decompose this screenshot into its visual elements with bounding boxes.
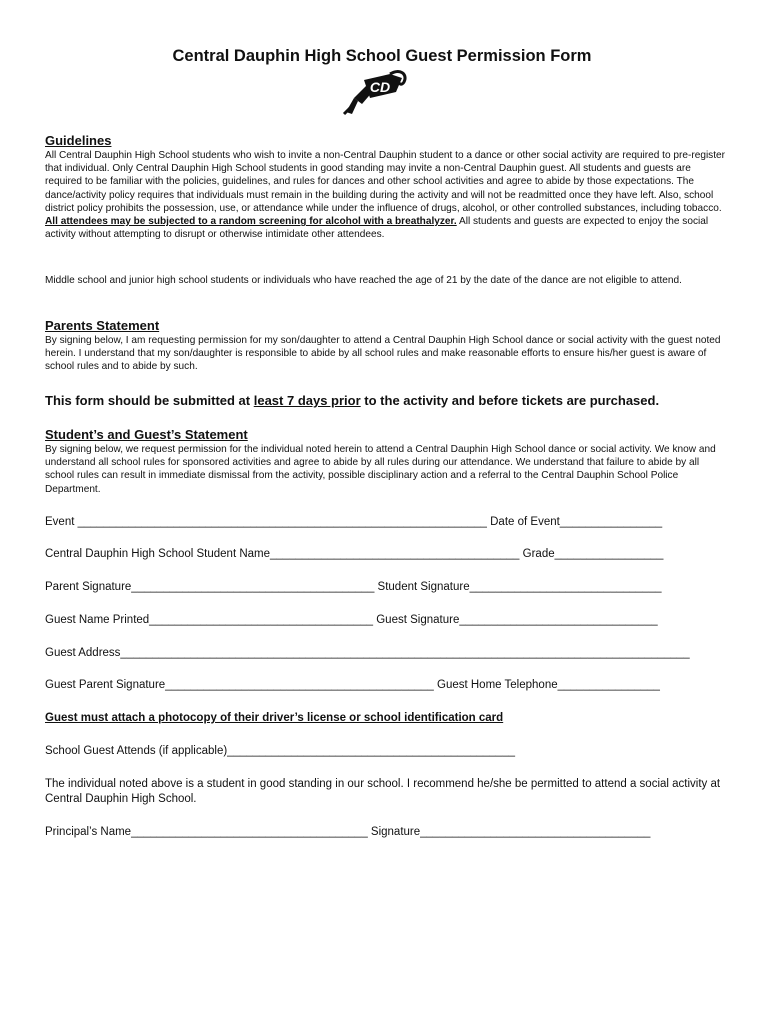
submission-notice-before: This form should be submitted at <box>45 393 254 408</box>
parents-statement-text: By signing below, I am requesting permission for my son/daughter to attend a Central Dauphin High School dance or social activity with the guest noted herein. I understand that my son/daughter is responsible to abide by all school rules and make reasonable efforts to ensure his/her guest is aware of school rules and to abide by such. <box>45 335 721 373</box>
event-field-line[interactable]: Event ________________________________________________________________ Date of Event________________ <box>45 516 663 528</box>
recommendation-text: The individual noted above is a student in good standing in our school. I recommend he/she be permitted to attend a social activity at Central Dauphin High School. <box>45 778 721 805</box>
guest-parent-signature-field-line[interactable]: Guest Parent Signature__________________________________________ Guest Home Telephone________________ <box>45 679 660 691</box>
submission-deadline: least 7 days prior <box>253 393 361 408</box>
id-attachment-notice: Guest must attach a photocopy of their driver’s license or school identification card <box>45 712 504 724</box>
students-statement-text: By signing below, we request permission for the individual noted herein to attend a Central Dauphin High School dance or social activity. We know and understand all school rules for sponsored activities and agree to abide by all rules during our attendance. We understand that failure to abide by all school rules can result in immediate dismissal from the activity, possible disciplinary action and a referral to the Central Dauphin School Police Department. <box>45 444 716 495</box>
submission-notice-after: to the activity and before tickets are purchased. <box>360 393 660 408</box>
eligibility-note <box>45 274 725 287</box>
guest-address-field-line[interactable]: Guest Address_________________________________________________________________________________________ <box>45 647 690 659</box>
parent-signature-field-line[interactable]: Parent Signature______________________________________ Student Signature______________________________ <box>45 581 662 593</box>
page-title: Central Dauphin High School Guest Permission Form <box>172 47 592 65</box>
logo-text: CD <box>369 79 391 95</box>
parents-statement-section <box>45 318 725 374</box>
principal-field-line[interactable]: Principal’s Name_____________________________________ Signature____________________________________ <box>45 826 651 838</box>
students-statement-section <box>45 427 725 496</box>
parents-statement-heading: Parents Statement <box>45 318 160 333</box>
breathalyzer-notice: All attendees may be subjected to a random screening for alcohol with a breathalyzer. <box>45 216 457 228</box>
students-statement-heading: Student’s and Guest’s Statement <box>45 427 248 442</box>
guidelines-text: All Central Dauphin High School students who wish to invite a non-Central Dauphin student to a dance or other social activity are required to pre-register that individual. Only Central Dauphin High School students in good standing may invite a non-Central Dauphin guest. All students and guests are required to be familiar with the policies, guidelines, and rules for dances and other school activities and agree to abide by those expectations. The dance/activity policy requires that individuals must remain in the building during the activity and will not be readmitted once they have left. Also, school district policy prohibits the possession, use, or attendance while under the influence of drugs, alcohol, or other controlled substances, including tobacco. <box>45 150 726 214</box>
submission-notice <box>45 393 725 409</box>
school-guest-attends-field-line[interactable]: School Guest Attends (if applicable)_____________________________________________ <box>45 745 515 757</box>
guidelines-heading: Guidelines <box>45 133 112 148</box>
eligibility-text: Middle school and junior high school students or individuals who have reached the age of 21 by the date of the dance are not eligible to attend. <box>45 275 682 286</box>
guidelines-section <box>45 133 725 241</box>
student-name-field-line[interactable]: Central Dauphin High School Student Name_______________________________________ Grade_________________ <box>45 548 664 560</box>
guidelines-tail: All students and guests are expected to enjoy the social activity without attempting to disrupt or otherwise intimidate other attendees. <box>45 216 709 241</box>
guest-name-field-line[interactable]: Guest Name Printed___________________________________ Guest Signature_______________________________ <box>45 614 658 626</box>
guidelines-paragraph <box>45 149 725 241</box>
cd-ram-logo-icon <box>340 68 410 116</box>
